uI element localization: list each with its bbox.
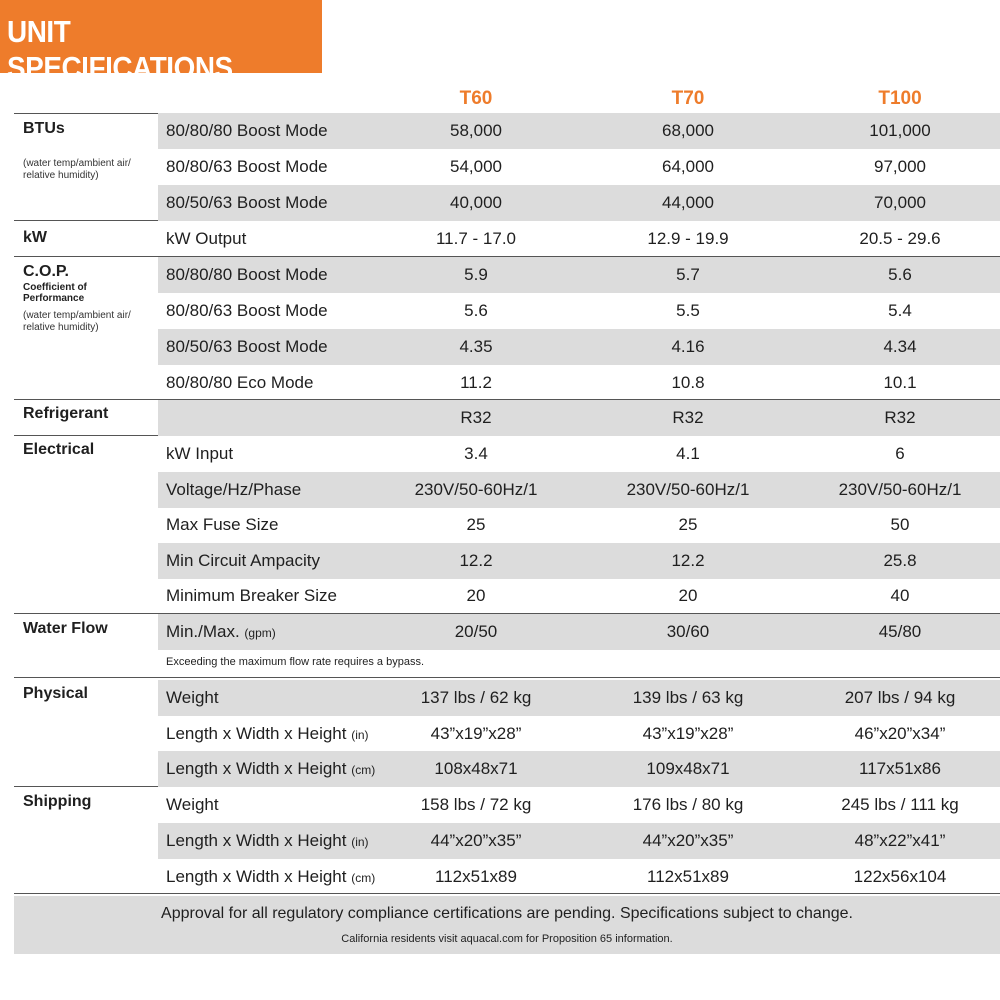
row-label	[166, 716, 369, 752]
row-unit: (in)	[351, 728, 369, 742]
row-label-text: Voltage/Hz/Phase	[166, 480, 302, 499]
row-label	[166, 149, 328, 185]
cell-value: 109x48x71	[646, 759, 730, 778]
row-unit: (cm)	[351, 871, 376, 885]
row-label	[166, 436, 233, 472]
row-unit: (gpm)	[244, 626, 276, 640]
cell-value: 97,000	[874, 157, 926, 176]
row-label	[166, 185, 328, 221]
cell-value: R32	[884, 408, 916, 427]
cell-value: 20/50	[454, 622, 498, 641]
model-header-t60: T60	[459, 88, 493, 109]
cell-value: 4.1	[676, 444, 700, 463]
row-unit: (in)	[351, 835, 369, 849]
cell-value: 11.7 - 17.0	[435, 229, 517, 248]
row-label	[166, 329, 328, 365]
cell-value: 122x56x104	[853, 867, 947, 886]
section-note-cop: (water temp/ambient air/ relative humidity)	[23, 310, 131, 333]
cell-value: 10.1	[883, 373, 917, 392]
cell-value: 46”x20”x34”	[854, 724, 946, 743]
cell-value: 44”x20”x35”	[642, 831, 734, 850]
table-row	[158, 787, 1000, 823]
row-label	[166, 221, 246, 257]
cell-value: 5.6	[464, 301, 488, 320]
row-label-text: kW Output	[166, 229, 247, 248]
table-row	[158, 400, 1000, 436]
footer-line-1: Approval for all regulatory compliance certifications are pending. Specifications subject to change.	[161, 905, 853, 922]
cell-value: 12.2	[459, 551, 493, 570]
table-row	[158, 507, 1000, 543]
row-label-text: 80/50/63 Boost Mode	[166, 337, 328, 356]
section-title-physical: Physical	[23, 685, 88, 702]
divider	[14, 677, 1000, 678]
cell-value: 5.7	[676, 265, 700, 284]
row-label	[166, 787, 219, 823]
row-label-text: Weight	[166, 688, 219, 707]
row-label	[166, 472, 301, 508]
row-label	[166, 859, 375, 895]
waterflow-note: Exceeding the maximum flow rate requires a bypass.	[166, 656, 425, 668]
row-label-text: Max Fuse Size	[166, 515, 279, 534]
cell-value: 3.4	[464, 444, 488, 463]
row-label	[166, 257, 328, 293]
table-row	[158, 716, 1000, 752]
cell-value: 44,000	[662, 193, 714, 212]
row-label	[166, 680, 219, 716]
table-row	[158, 436, 1000, 472]
cell-value: 54,000	[450, 157, 502, 176]
header-banner	[0, 0, 322, 85]
row-label-text: Weight	[166, 795, 219, 814]
cell-value: 20.5 - 29.6	[859, 229, 941, 248]
section-title-shipping: Shipping	[23, 793, 92, 810]
table-row	[158, 543, 1000, 579]
table-row	[158, 680, 1000, 716]
row-label	[166, 751, 375, 787]
cell-value: 58,000	[450, 121, 502, 140]
row-label-text: Length x Width x Height	[166, 831, 347, 850]
cell-value: 207 lbs / 94 kg	[844, 688, 956, 707]
cell-value: 4.34	[883, 337, 917, 356]
row-label	[166, 365, 313, 401]
cell-value: 40,000	[450, 193, 502, 212]
footer-note	[14, 896, 1000, 954]
cell-value: 12.9 - 19.9	[647, 229, 729, 248]
cell-value: 4.35	[459, 337, 493, 356]
row-label-text: kW Input	[166, 444, 234, 463]
section-title-btus: BTUs	[23, 120, 65, 137]
table-row	[158, 472, 1000, 508]
footer-line-2: California residents visit aquacal.com for Proposition 65 information.	[341, 933, 673, 945]
cell-value: 70,000	[874, 193, 926, 212]
cell-value: 158 lbs / 72 kg	[420, 795, 532, 814]
cell-value: 40	[890, 586, 910, 605]
cell-value: 108x48x71	[434, 759, 518, 778]
cell-value: 12.2	[671, 551, 705, 570]
table-row	[158, 823, 1000, 859]
cell-value: 176 lbs / 80 kg	[632, 795, 744, 814]
row-label	[166, 113, 328, 149]
cell-value: 6	[895, 444, 905, 463]
table-row	[158, 751, 1000, 787]
table-row	[158, 365, 1000, 401]
table-row	[158, 185, 1000, 221]
cell-value: R32	[672, 408, 704, 427]
table-row	[158, 578, 1000, 614]
row-label-text: Min Circuit Ampacity	[166, 551, 320, 570]
cell-value: 43”x19”x28”	[430, 724, 522, 743]
table-row	[158, 257, 1000, 293]
cell-value: 20	[678, 586, 698, 605]
row-label-text: 80/50/63 Boost Mode	[166, 193, 328, 212]
cell-value: 25.8	[883, 551, 917, 570]
cell-value: 230V/50-60Hz/1	[414, 480, 538, 499]
row-label-text: Length x Width x Height	[166, 867, 347, 886]
cell-value: 50	[890, 515, 910, 534]
row-unit: (cm)	[351, 763, 376, 777]
section-subtitle-cop: Coefficient of Performance	[23, 282, 87, 304]
section-title-waterflow: Water Flow	[23, 620, 108, 637]
cell-value: 5.5	[676, 301, 700, 320]
cell-value: R32	[460, 408, 492, 427]
section-title-cop: C.O.P.	[23, 263, 69, 280]
row-label-text: 80/80/63 Boost Mode	[166, 157, 328, 176]
model-header-t70: T70	[671, 88, 705, 109]
row-label	[166, 293, 328, 329]
row-label-text: Minimum Breaker Size	[166, 586, 337, 605]
cell-value: 5.4	[888, 301, 912, 320]
table-row	[158, 859, 1000, 895]
section-note-btus: (water temp/ambient air/ relative humidity)	[23, 158, 131, 181]
row-label-text: 80/80/80 Boost Mode	[166, 121, 328, 140]
cell-value: 5.6	[888, 265, 912, 284]
cell-value: 245 lbs / 111 kg	[841, 795, 959, 814]
cell-value: 112x51x89	[647, 867, 729, 886]
table-row	[158, 293, 1000, 329]
page-title: UNIT SPECIFICATIONS	[7, 14, 233, 85]
cell-value: 30/60	[666, 622, 710, 641]
cell-value: 101,000	[869, 121, 931, 140]
row-label-text: Length x Width x Height	[166, 759, 347, 778]
cell-value: 139 lbs / 63 kg	[632, 688, 744, 707]
section-title-kw: kW	[23, 229, 47, 246]
cell-value: 112x51x89	[435, 867, 517, 886]
row-label	[166, 507, 278, 543]
cell-value: 117x51x86	[859, 759, 941, 778]
table-row	[158, 149, 1000, 185]
cell-value: 20	[466, 586, 486, 605]
row-label-text: Min./Max.	[166, 622, 240, 641]
cell-value: 48”x22”x41”	[854, 831, 946, 850]
cell-value: 43”x19”x28”	[642, 724, 734, 743]
cell-value: 25	[678, 515, 698, 534]
table-row	[158, 614, 1000, 650]
cell-value: 11.2	[460, 373, 492, 392]
cell-value: 230V/50-60Hz/1	[626, 480, 750, 499]
cell-value: 25	[466, 515, 486, 534]
table-row	[158, 329, 1000, 365]
cell-value: 230V/50-60Hz/1	[838, 480, 962, 499]
cell-value: 5.9	[464, 265, 488, 284]
row-label-text: 80/80/63 Boost Mode	[166, 301, 328, 320]
row-label	[166, 614, 276, 650]
cell-value: 10.8	[671, 373, 705, 392]
row-label-text: 80/80/80 Boost Mode	[166, 265, 328, 284]
section-title-refrigerant: Refrigerant	[23, 405, 109, 422]
table-row	[158, 113, 1000, 149]
table-row	[158, 221, 1000, 257]
row-label-text: 80/80/80 Eco Mode	[166, 373, 314, 392]
cell-value: 137 lbs / 62 kg	[420, 688, 532, 707]
row-label	[166, 578, 337, 614]
cell-value: 4.16	[671, 337, 705, 356]
row-label	[166, 543, 320, 579]
cell-value: 44”x20”x35”	[430, 831, 522, 850]
cell-value: 64,000	[662, 157, 714, 176]
row-label	[166, 823, 369, 859]
cell-value: 68,000	[662, 121, 714, 140]
section-title-electrical: Electrical	[23, 441, 95, 458]
row-label-text: Length x Width x Height	[166, 724, 347, 743]
cell-value: 45/80	[878, 622, 922, 641]
model-header-t100: T100	[878, 88, 922, 109]
